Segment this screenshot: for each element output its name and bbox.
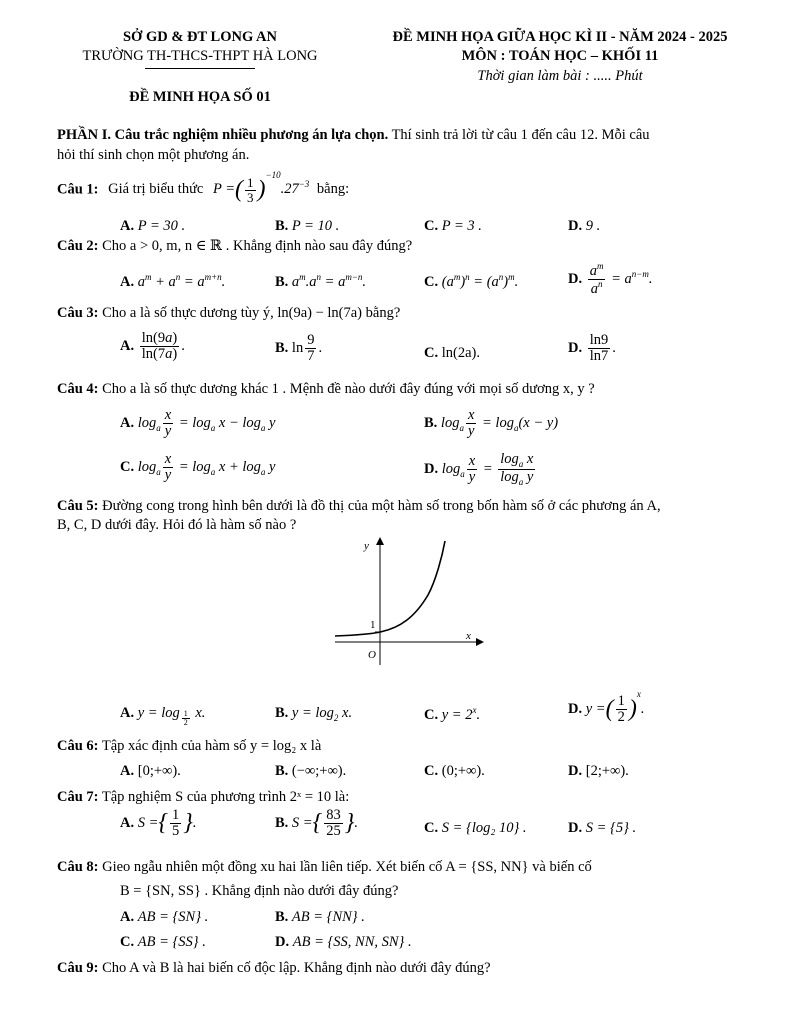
q7-option-a[interactable]: A. S ={ $\frac{1}{5}$ }. <box>120 807 197 840</box>
q4-text: Cho a là số thực dương khác 1 . Mệnh đề nào dưới đây đúng với mọi số dương x, y ? <box>102 381 595 397</box>
q3-option-a[interactable]: A. $\frac{\ln(9a)}{\ln(7a)}$ . <box>120 330 185 363</box>
q6-option-d[interactable]: D. [2;+∞). <box>568 763 629 779</box>
q7-option-d[interactable]: D. S = {5} . <box>568 820 637 836</box>
q8-option-d[interactable]: D. AB = {SS, NN, SN} . <box>275 934 412 950</box>
q1-tail: bằng: <box>316 181 350 198</box>
q3-option-c[interactable]: C. ln(2a). <box>424 345 480 361</box>
part1-line1 <box>57 127 650 144</box>
q3-option-b[interactable]: B. ln $\frac{9}{7}$ . <box>275 332 323 365</box>
exam-code: ĐỀ MINH HỌA SỐ 01 <box>129 89 271 105</box>
dept-name: SỞ GD & ĐT LONG AN <box>122 29 278 45</box>
q8-option-a[interactable]: A. AB = {SN} . <box>120 909 209 925</box>
q1-option-b[interactable]: B. P = 10 . <box>275 218 340 234</box>
q1-option-d[interactable]: D. 9 . <box>568 218 601 234</box>
part1-desc: Thí sinh trả lời từ câu 1 đến câu 12. Mỗi câu <box>388 127 650 143</box>
question-7: Câu 7: Tập nghiệm S của phương trình 2ˣ = 10 là: <box>57 789 350 805</box>
exponential-graph <box>330 535 490 675</box>
q2-option-d[interactable]: D. $\frac{a^m}{a^n}$ = $a^{n-m}$. <box>568 261 653 297</box>
q2-text: Cho a > 0, m, n ∈ ℝ . Khẳng định nào sau đây đúng? <box>102 238 413 254</box>
question-3: Câu 3: Cho a là số thực dương tùy ý, ln(9a) − ln(7a) bằng? <box>57 305 401 321</box>
q6-option-b[interactable]: B. (−∞;+∞). <box>275 763 347 779</box>
exam-title: ĐỀ MINH HỌA GIỮA HỌC KÌ II - NĂM 2024 - 2025 <box>392 29 728 45</box>
q1-option-c[interactable]: C. P = 3 . <box>424 218 482 234</box>
q4-option-b[interactable]: B. $\log_a$ $\frac{x}{y}$ = $\log_a(x - y)$ <box>424 407 559 440</box>
q1-label: Câu 1: <box>57 181 99 198</box>
q3-option-d[interactable]: D. $\frac{\ln 9}{\ln 7}$ . <box>568 332 616 365</box>
q1-option-a[interactable]: A. P = 30 . <box>120 218 186 234</box>
q1-text: Giá trị biểu thức <box>108 181 204 198</box>
q5-option-b[interactable]: B. $y = \log_2 x$. <box>275 705 353 723</box>
part1-title: PHẦN I. Câu trắc nghiệm nhiều phương án lựa chọn. <box>57 127 389 143</box>
q2-option-c[interactable]: C. $(a^m)^n = (a^n)^m$. <box>424 272 519 290</box>
q9-text: Cho A và B là hai biến cố độc lập. Khẳng định nào dưới đây đúng? <box>102 960 491 976</box>
question-8-line2: B = {SN, SS} . Khẳng định nào dưới đây đúng? <box>120 883 399 899</box>
q5-option-d[interactable]: D. y =( $\frac{1}{2}$ )$^x$. <box>568 689 645 726</box>
question-5-line2: B, C, D dưới đây. Hỏi đó là hàm số nào ? <box>57 517 297 533</box>
q8-option-b[interactable]: B. AB = {NN} . <box>275 909 365 925</box>
time-line: Thời gian làm bài : ..... Phút <box>477 68 643 84</box>
question-6: Câu 6: Tập xác định của hàm số y = log₂ x là <box>57 738 322 754</box>
q2-option-b[interactable]: B. $a^m.a^n = a^{m-n}$. <box>275 272 367 290</box>
origin-label: O <box>368 649 376 661</box>
y-axis-label: y <box>364 540 369 552</box>
q4-option-d[interactable]: D. $\log_a$ $\frac{x}{y}$ = $\frac{\log_a x}{\log_a y}$ <box>424 451 534 488</box>
curve <box>335 541 445 636</box>
q6-text: Tập xác định của hàm số y = log₂ x là <box>101 738 322 754</box>
q2-option-a[interactable]: A. $a^m + a^n = a^{m+n}$. <box>120 272 226 290</box>
q4-option-a[interactable]: A. $\log_a$ $\frac{x}{y}$ = $\log_a x - \log_a y$ <box>120 407 276 440</box>
question-9: Câu 9: Cho A và B là hai biến cố độc lập. Khẳng định nào dưới đây đúng? <box>57 960 491 976</box>
q7-option-b[interactable]: B. S ={ $\frac{83}{25}$ }. <box>275 807 358 840</box>
header-divider <box>145 68 255 69</box>
q6-option-a[interactable]: A. [0;+∞). <box>120 763 181 779</box>
q7-text: Tập nghiệm S của phương trình 2ˣ = 10 là: <box>101 789 350 805</box>
q7-option-c[interactable]: C. S = {log₂ 10} . <box>424 820 527 836</box>
one-label: 1 <box>370 619 376 631</box>
q6-option-c[interactable]: C. (0;+∞). <box>424 763 485 779</box>
q4-option-c[interactable]: C. $\log_a$ $\frac{x}{y}$ = $\log_a x + \log_a y$ <box>120 451 276 484</box>
q1-formula: P =( $\frac{1}{3}$ )$^{-10}.27^{-3}$ <box>212 169 310 205</box>
x-axis-label: x <box>466 630 471 642</box>
school-name: TRƯỜNG TH-THCS-THPT HÀ LONG <box>82 48 318 64</box>
part1-line2: hỏi thí sinh chọn một phương án. <box>57 147 250 163</box>
q8-option-c[interactable]: C. AB = {SS} . <box>120 934 206 950</box>
question-1 <box>57 169 350 205</box>
question-4: Câu 4: Cho a là số thực dương khác 1 . Mệnh đề nào dưới đây đúng với mọi số dương x, y ? <box>57 381 595 397</box>
q5-option-c[interactable]: C. $y = 2^x$. <box>424 705 481 723</box>
subject-line: MÔN : TOÁN HỌC – KHỐI 11 <box>461 48 659 64</box>
q5-option-a[interactable]: A. y = log $_{\frac{1}{2}}$ x. <box>120 705 206 728</box>
question-5-line1: Câu 5: Đường cong trong hình bên dưới là đồ thị của một hàm số trong bốn hàm số ở các phương án A, <box>57 498 661 514</box>
question-8-line1: Câu 8: Gieo ngẫu nhiên một đồng xu hai lần liên tiếp. Xét biến cố A = {SS, NN} và biến cố <box>57 859 592 875</box>
q3-text: Cho a là số thực dương tùy ý, ln(9a) − ln(7a) bằng? <box>102 305 401 321</box>
question-2: Câu 2: Cho a > 0, m, n ∈ ℝ . Khẳng định nào sau đây đúng? <box>57 238 413 254</box>
